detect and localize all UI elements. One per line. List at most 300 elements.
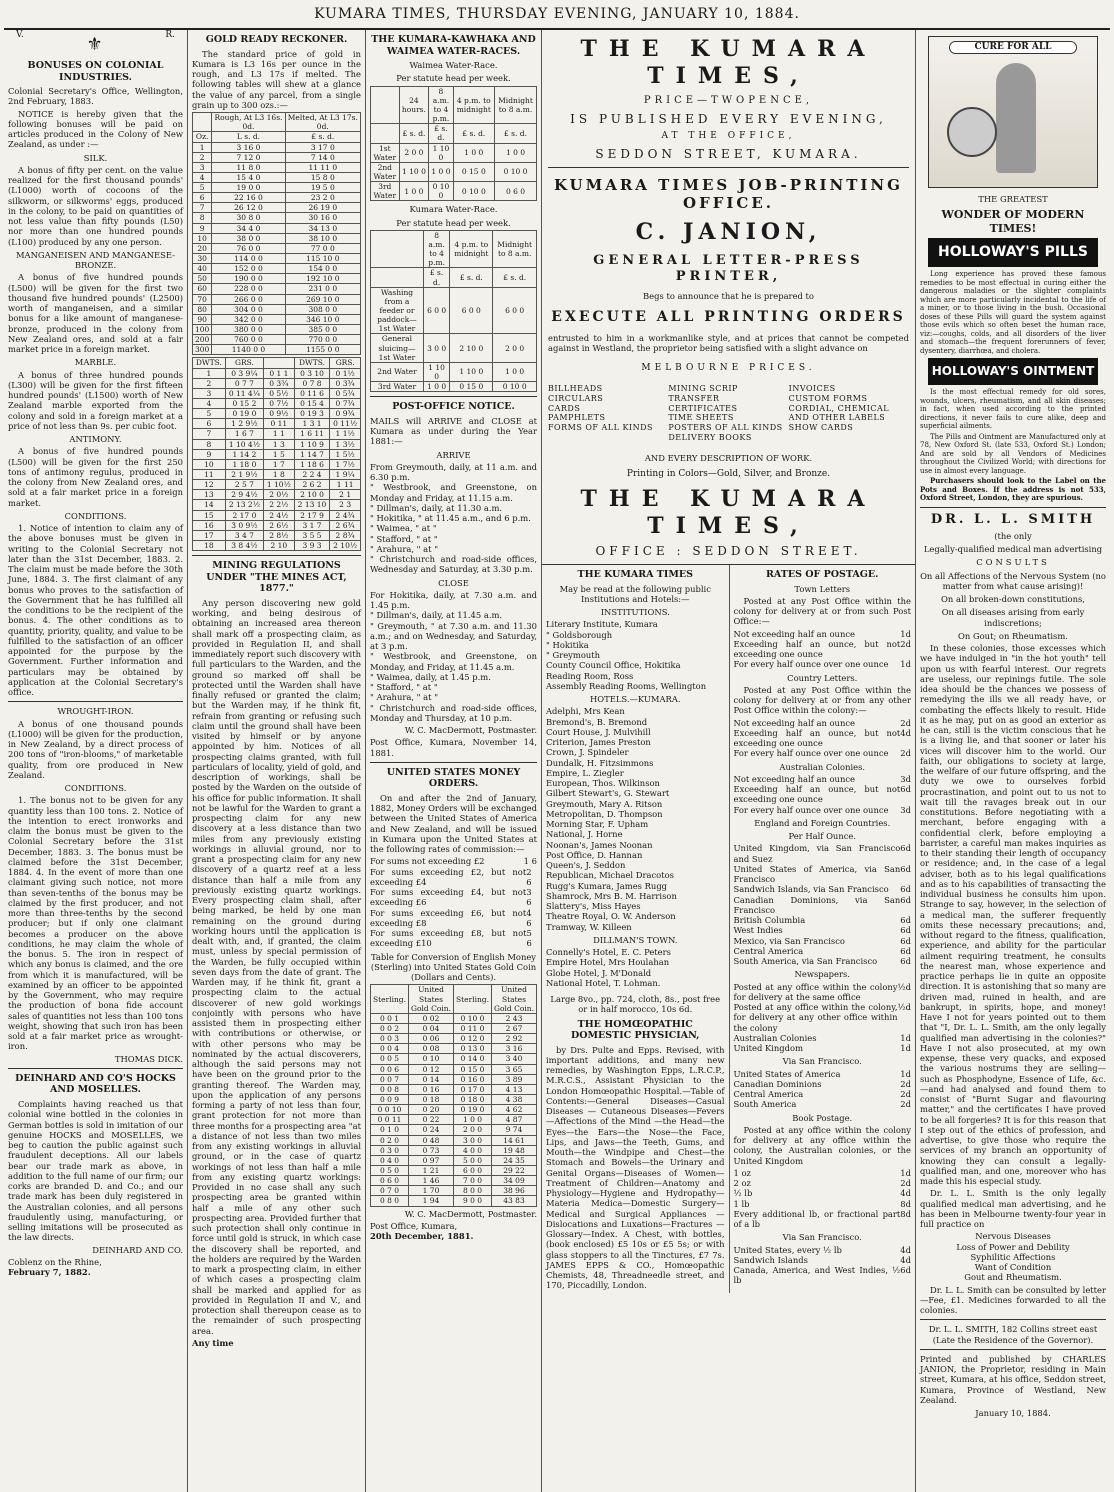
- table-cell: 192 10 0: [285, 274, 360, 284]
- divider: [8, 701, 183, 702]
- list-item: " Hokitika, " at 11.45 a.m., and 6 p.m.: [370, 513, 531, 524]
- table-cell: 14 61: [492, 1135, 537, 1145]
- table-cell: 1155 0 0: [285, 345, 360, 355]
- table-cell: 2 4¾: [330, 510, 361, 520]
- office-line: OFFICE : SEDDON STREET.: [595, 544, 862, 559]
- smith-address: Dr. L. L. SMITH, 182 Collins street east (Late the Residence of the Governor).: [928, 1324, 1098, 1345]
- rate-row: [370, 867, 537, 888]
- lower-split: [542, 565, 915, 1293]
- rate-row: [734, 1079, 912, 1089]
- divider: [370, 762, 537, 763]
- times-read-title: THE KUMARA TIMES: [577, 569, 693, 580]
- postage-title: RATES OF POSTAGE.: [766, 569, 879, 580]
- consults-line: CONSULTS: [976, 557, 1050, 568]
- table-row: [193, 399, 361, 409]
- table-cell: 0 3 10: [294, 368, 330, 378]
- rate-row: [734, 659, 912, 669]
- times-title-2: THE KUMARA TIMES,: [580, 485, 877, 539]
- table-cell: 2: [193, 152, 212, 162]
- rate-row: [734, 1265, 912, 1286]
- homoeopathic-text: by Drs. Pulte and Epps. Revised, with important additions, and many new remedies, by Washington Epps, L.R.C.P., M.R.C.S., Assistant Physician to the London Homœopathic Hospital.—Table of Contents:—General Diseases—Casual Diseases — Cutaneous Diseases—Fevers—Affections of the Mind —the Head—the Eyes—the Ears—the Nose—the Face, Lips, and Jaws—the Teeth, Gums, and Mouth—the Windpipe and Chest—the Stomach and Bowels—the Urinary and Genital Organs—Diseases of Women—Treatment of Children—Anatomy and Physiology—Hygiene and Hydropathy—Materia Medica—Domestic Surgery—Medical and Surgical Appliances —Dislocations and Luxations—Fractures —Glossary—Index. A Chest, with bottles, (book enclosed) £5 10s or £5 5s; or with glass stoppers to all the Tinctures, £7 7s. JAMES EPPS & CO., Homœopathic Chemists, 48, Threadneedle street, and 170, Piccadilly, London.: [546, 1044, 725, 1291]
- list-item: Slattery's, Miss Hayes: [546, 901, 641, 912]
- table-cell: 1 6 11: [294, 429, 330, 439]
- table-row: [193, 223, 361, 233]
- gold-intro: The standard price of gold in Kumara is L3 16s per ounce in the rough, and L3 17s if melted. The following tables will shew at a glance the value of any parcel, from a single grain up to 300 ozs.:—: [192, 48, 361, 110]
- list-item: Post Office, D. Hannan: [546, 849, 643, 860]
- table-cell: 114 0 0: [212, 254, 285, 264]
- gout-line: On Gout; on Rheumatism.: [958, 630, 1068, 641]
- table-cell: 1 10 4½: [225, 439, 263, 449]
- table-cell: 16: [193, 520, 226, 530]
- rate-row: [734, 1255, 912, 1265]
- deinhard-heading: DEINHARD AND CO'S HOCKS AND MOSELLES.: [15, 1072, 176, 1096]
- rate-label: For sums exceeding £8, but not exceeding £10: [370, 928, 527, 949]
- table-cell: 1 3 1: [294, 419, 330, 429]
- table-cell: 0 18: [409, 1095, 454, 1105]
- table-cell: 9: [193, 449, 226, 459]
- table-cell: 1 10 0: [450, 362, 493, 381]
- table-row: [193, 409, 361, 419]
- ounces-table: [192, 112, 361, 355]
- table-cell: 0 5½: [264, 388, 295, 398]
- table-cell: 0 15 0: [450, 382, 493, 392]
- published-line: IS PUBLISHED EVERY EVENING,: [570, 111, 887, 126]
- table-cell: 1 0 0: [423, 382, 449, 392]
- table-cell: 346 10 0: [285, 314, 360, 324]
- list-item: MINING SCRIP: [668, 384, 738, 393]
- table-row: [193, 530, 361, 540]
- list-item: Literary Institute, Kumara: [546, 619, 658, 630]
- column-holloway-smith: [916, 30, 1110, 1492]
- deinhard-place: Coblenz on the Rhine,: [8, 1256, 102, 1267]
- silk-text: A bonus of fifty per cent. on the value realized for the first thousand pounds' (L1000) worth of cocoons of the silkworm, or silkworms' eggs, produced in the colony, to be paid on quantities of not less value than fifty pounds (L50) nor more than one hundred pounds (L100) produced by any one person.: [8, 164, 183, 247]
- table-cell: 4 13: [492, 1084, 537, 1094]
- table-cell: 3rd Water: [371, 382, 424, 392]
- table-row: [193, 193, 361, 203]
- table-row: [193, 304, 361, 314]
- rate-row: [734, 639, 912, 660]
- table-cell: 0 0 6: [371, 1064, 409, 1074]
- table-header-cell: 4 p.m. to midnight: [450, 230, 493, 268]
- table-row: [371, 143, 537, 162]
- rate-label: West Indies: [733, 925, 783, 936]
- melted-col: Melted, At L3 17s. 0d.: [285, 113, 360, 132]
- rate-row: [734, 843, 912, 864]
- list-item: Noonan's, James Noonan: [546, 839, 653, 850]
- table-cell: 385 0 0: [285, 325, 360, 335]
- conv-signature: W. C. MacDermott, Postmaster.: [404, 1208, 537, 1219]
- table-cell: 4 0 0: [454, 1145, 492, 1155]
- vsf2-heading: Via San Francisco.: [782, 1232, 862, 1243]
- table-cell: 0 08: [409, 1044, 454, 1054]
- table-cell: 7 12 0: [212, 152, 285, 162]
- rate-label: For every half ounce over one ounce: [733, 659, 889, 670]
- table-cell: 2 17 0: [225, 510, 263, 520]
- table-row: [193, 388, 361, 398]
- conditions-heading: CONDITIONS.: [64, 510, 127, 521]
- table-cell: 154 0 0: [285, 264, 360, 274]
- table-cell: 0 20: [409, 1105, 454, 1115]
- table-cell: 0 19 3: [294, 409, 330, 419]
- table-row: [193, 152, 361, 162]
- table-cell: 228 0 0: [212, 284, 285, 294]
- rate-label: Posted at any office within the colony for delivery at the same office: [733, 981, 898, 1002]
- street-line: SEDDON STREET, KUMARA.: [595, 147, 862, 162]
- book-rates: [734, 1168, 912, 1230]
- list-item: " Dillman's, daily, at 11.45 a.m.: [370, 610, 503, 621]
- table-cell: 0 11½: [330, 419, 361, 429]
- condition-item: Loss of Power and Debility: [956, 1241, 1070, 1252]
- smith-heading: DR. L. L. SMITH: [930, 511, 1096, 527]
- rate-value: 2d: [900, 638, 911, 649]
- table-cell: 0 0 9: [371, 1095, 409, 1105]
- table-cell: 11: [193, 470, 226, 480]
- table-cell: 0 06: [409, 1034, 454, 1044]
- table-cell: 43 83: [492, 1196, 537, 1206]
- rate-value: 2d: [900, 1099, 911, 1110]
- table-cell: 1 9¼: [330, 470, 361, 480]
- masthead: KUMARA TIMES, THURSDAY EVENING, JANUARY 10, 1884.: [4, 4, 1110, 30]
- mining-text: Any person discovering new gold working, and being desirous of obtaining an increased area thereon shall mark off a prospecting claim, as provided in Regulation II, and shall immediately report such discovery with full particulars to the Warden, and the ground so marked off shall be protected until the Warden shall have finally refused or granted the claim; but the Warden may, if he think fit, refrain from granting or refusing such claim until the ground shall have been visited by himself or by anyone appointed by him. Notices of all prospecting claims granted, with full particulars of locality, yield of gold, and description of workings, shall be posted by the Warden on the outside of his office for public information. It shall not be lawful for the Warden to grant a prospecting claim for any new discovery at a less distance than two miles from any previously existing workings in alluvial ground, nor to grant a prospecting claim for any new discovery of a quartz reef at a less distance than half a mile from any previously existing quartz workings. Every prospecting claim shall, after being marked, be held by one man remaining on the ground during working hours until the application is dealt with, and, if granted, the claim must, unless by special permission of the Warden, be fully occupied within seven days from the date of grant. The Warden may, if he think fit, grant a prospecting claim to the actual discoverer of new gold workings conjointly with persons who have assisted them in prospecting either with contributions or otherwise, or with other persons who may be nominated by the actual discoverers, although the said persons may not have been on the ground prior to the granting thereof. The Warden may, upon the application of any persons forming a party of not less than four, grant protection for not more than three months for a prospecting area "at a distance of not less than two miles from any existing workings in alluvial ground, or in the case of quartz workings of not less than half a mile from any existing quartz workings: Provided in no case shall any such prospecting area be granted within half a mile of any other such prospecting area. Provided further that such protection shall only continue in force until gold is struck, in which case the discovery shall be reported, and the holders are required by the Warden to mark a prospecting claim, in either of which cases a prospecting claim shall be marked and applied for as provided in Regulation II and V., and protection shall thereupon cease as to the remainder of such prospecting area.: [192, 597, 361, 1336]
- table-cell: 0 9¾: [330, 409, 361, 419]
- table-cell: 8: [193, 439, 226, 449]
- table-row: [193, 142, 361, 152]
- deinhard-signature: DEINHARD AND CO.: [92, 1244, 183, 1255]
- table-cell: 0 10 0: [493, 382, 537, 392]
- table-cell: 17: [193, 530, 226, 540]
- table-cell: 0 4 0: [371, 1155, 409, 1165]
- rate-label: United States of America: [733, 1068, 841, 1079]
- table-cell: 0 5¾: [330, 388, 361, 398]
- money-text: On and after the 2nd of January, 1882, Money Orders will be exchanged between the United States of America and New Zealand, and will be issued in Kumara upon the United States at the following rates of commission:—: [370, 792, 537, 855]
- table-row: [371, 1074, 537, 1084]
- table-cell: 2 9 4½: [225, 490, 263, 500]
- table-cell: 12: [193, 480, 226, 490]
- table-cell: 5: [193, 183, 212, 193]
- table-row: [371, 1186, 537, 1196]
- rate-row: [734, 936, 912, 946]
- table-cell: 4 62: [492, 1105, 537, 1115]
- column-gold-reckoner: [188, 30, 366, 1492]
- table-cell: 0 3¾: [330, 378, 361, 388]
- table-cell: 2 0 0: [454, 1125, 492, 1135]
- smith-legally: Dr. L. L. Smith is the only legally qualified medical man advertising, and he has been in Melbourne twenty-four year in full practice on: [920, 1188, 1106, 1230]
- rate-label: Canada, America, and West Indies, ½ lb: [733, 1265, 901, 1286]
- table-row: [371, 1044, 537, 1054]
- table-row: [371, 382, 537, 392]
- rate-value: 6d: [900, 843, 911, 854]
- table-header-cell: £ s. d.: [429, 124, 453, 143]
- institutions-heading: INSTITUTIONS.: [600, 607, 670, 618]
- rate-label: 1 lb: [733, 1198, 750, 1209]
- table-cell: 0 3¾: [264, 378, 295, 388]
- rate-value: ½d: [897, 981, 911, 992]
- eng-sub: Per Half Ounce.: [788, 831, 857, 842]
- table-cell: 115 10 0: [285, 254, 360, 264]
- table-cell: 1 7½: [330, 459, 361, 469]
- table-cell: 20: [193, 243, 212, 253]
- greatest-line: THE GREATEST: [978, 194, 1048, 204]
- rate-value: 6d: [900, 894, 911, 905]
- list-item: TRANSFER CERTIFICATES: [668, 393, 738, 413]
- rate-row: [734, 774, 912, 784]
- table-cell: 6 0 0: [423, 287, 449, 334]
- rate-value: 6d: [900, 956, 911, 967]
- list-item: " Greymouth: [546, 650, 601, 661]
- rate-value: 8d: [900, 1198, 911, 1209]
- table-cell: 1 0 0: [454, 1115, 492, 1125]
- list-item: CUSTOM FORMS: [788, 393, 868, 403]
- rate-row: [370, 928, 537, 949]
- table-cell: 6 0 0: [450, 287, 493, 334]
- at-office-line: AT THE OFFICE,: [661, 131, 796, 142]
- condition-item: Want of Condition: [974, 1262, 1052, 1273]
- rate-row: [734, 982, 912, 1003]
- table-cell: 6: [193, 419, 226, 429]
- table-row: [371, 1166, 537, 1176]
- table-cell: £ s. d.: [285, 132, 360, 142]
- table-cell: 300: [193, 345, 212, 355]
- table-cell: 0 1½: [330, 368, 361, 378]
- news-rates: [734, 982, 912, 1054]
- shield-icon: [947, 107, 997, 157]
- list-item: Connelly's Hotel, E. C. Peters: [546, 947, 671, 958]
- rate-row: [734, 1209, 912, 1230]
- table-row: [193, 264, 361, 274]
- table-cell: 1 0 0: [399, 182, 429, 201]
- manganese-heading: MANGANEISEN AND MANGANESE-BRONZE.: [15, 249, 175, 271]
- table-cell: 0 14: [409, 1074, 454, 1084]
- rate-label: Central America: [733, 1089, 804, 1100]
- list-item: Empire Hotel, Mrs Houlahan: [546, 957, 670, 968]
- table-cell: 0 0 2: [371, 1024, 409, 1034]
- table-header-cell: Sterling.: [454, 985, 492, 1013]
- rate-label: Australian Colonies: [733, 1032, 817, 1043]
- services-a: [548, 384, 668, 443]
- rate-row: [734, 1188, 912, 1198]
- table-cell: L s. d.: [212, 132, 285, 142]
- list-item: Metropolitan, D. Thompson: [546, 808, 663, 819]
- rate-value: 6d: [900, 915, 911, 926]
- rate-value: 4 6: [526, 907, 532, 928]
- table-cell: 10: [193, 233, 212, 243]
- table-cell: 2 43: [492, 1013, 537, 1023]
- table-cell: 266 0 0: [212, 294, 285, 304]
- list-item: Bremond's, B. Bremond: [546, 716, 648, 727]
- table-row: [193, 294, 361, 304]
- table-cell: 18: [193, 540, 226, 550]
- table-cell: 2 92: [492, 1034, 537, 1044]
- table-cell: 3 9 3: [294, 540, 330, 550]
- table-cell: 2 67: [492, 1024, 537, 1034]
- table-cell: 760 0 0: [212, 335, 285, 345]
- table-cell: 1 21: [409, 1166, 454, 1176]
- colors-line: Printing in Colors—Gold, Silver, and Bronze.: [626, 468, 831, 479]
- rate-label: Exceeding half an ounce, but not exceeding one ounce: [733, 638, 901, 660]
- table-row: [371, 1155, 537, 1165]
- table-row: [193, 335, 361, 345]
- table-cell: 3 1 7: [294, 520, 330, 530]
- silk-heading: SILK.: [83, 152, 108, 163]
- table-cell: 0 0 1: [371, 1013, 409, 1023]
- broken-line: On all broken-down constitutions,: [941, 594, 1085, 605]
- list-item: Queen's, J. Seddon: [546, 860, 626, 871]
- list-item: PAMPHLETS: [548, 413, 606, 423]
- table-row: [371, 287, 537, 334]
- table-cell: 1 18 6: [294, 459, 330, 469]
- rate-row: [734, 1069, 912, 1079]
- rate-value: ½d: [897, 1002, 911, 1013]
- table-cell: 0 73: [409, 1145, 454, 1155]
- table-cell: 34 4 0: [212, 223, 285, 233]
- rate-row: [734, 915, 912, 925]
- rate-value: 2 6: [526, 866, 532, 887]
- table-cell: 1 10 0: [429, 143, 453, 162]
- iron-text: A bonus of one thousand pounds (L1000) will be given for the production, in New Zealand, by a direct process of 200 tons of "iron-blooms," of marketable quality, from ore produced in New Zealand.: [8, 718, 183, 780]
- table-row: [193, 480, 361, 490]
- rate-value: 4d: [900, 1254, 911, 1265]
- rate-value: 4d: [900, 1188, 911, 1199]
- rate-label: United States, every ½ lb: [733, 1244, 842, 1255]
- table-header-cell: £ s. d.: [423, 268, 449, 287]
- table-row: [371, 1064, 537, 1074]
- table-cell: 5: [193, 409, 226, 419]
- times-advert: [542, 36, 915, 559]
- table-row: [193, 368, 361, 378]
- table-cell: 1 11: [330, 480, 361, 490]
- table-header-cell: 24 hours.: [399, 86, 429, 124]
- kumara-heading: Kumara Water-Race.: [409, 204, 498, 215]
- table-cell: 1 7: [264, 459, 295, 469]
- rate-label: United States of America, via San Francisco: [733, 863, 901, 885]
- list-item: Morning Star, F. Upham: [546, 819, 649, 830]
- rate-value: 6d: [900, 863, 911, 874]
- table-cell: 0 12: [409, 1064, 454, 1074]
- table-cell: 0 10: [409, 1054, 454, 1064]
- list-item: " Arahura, " at ": [370, 543, 439, 554]
- column-institutions: [542, 565, 730, 1293]
- rate-row: [734, 629, 912, 639]
- list-item: Assembly Reading Rooms, Wellington: [546, 680, 707, 691]
- table-cell: 6: [193, 193, 212, 203]
- table-cell: 22 16 0: [212, 193, 285, 203]
- rate-value: 3d: [900, 804, 911, 815]
- list-item: Theatre Royal, O. W. Anderson: [546, 911, 676, 922]
- table-cell: 0 12 0: [454, 1034, 492, 1044]
- table-row: [371, 1013, 537, 1023]
- rate-label: For every half ounce over one ounce: [733, 748, 889, 759]
- table-row: [193, 500, 361, 510]
- divider: [370, 396, 537, 397]
- purchasers-text: Purchasers should look to the Label on the Pots and Boxes. If the address is not 533, Oxford Street, London, they are spurious.: [920, 476, 1106, 503]
- table-row: [371, 1196, 537, 1206]
- rate-label: Sandwich Islands, via San Francisco: [733, 884, 889, 895]
- rate-label: For sums exceeding £2, but not exceeding £4: [370, 866, 527, 887]
- postmaster-signature: W. C. MacDermott, Postmaster.: [404, 725, 537, 736]
- table-cell: 2 10 0: [450, 334, 493, 362]
- rate-value: 2d: [900, 717, 911, 728]
- rate-value: 1 6: [523, 856, 537, 867]
- waimea-sub: Per statute head per week.: [396, 73, 511, 84]
- list-item: " Waimea, daily, at 1.45 p.m.: [370, 671, 491, 682]
- table-header-cell: Sterling.: [371, 985, 409, 1013]
- list-item: Dundalk, H. Fitzsimmons: [546, 757, 654, 768]
- list-item: " Christchurch and road-side offices, Wednesday and Saturday, at 3.30 p.m.: [370, 554, 537, 575]
- table-cell: Oz.: [193, 132, 212, 142]
- table-cell: 380 0 0: [212, 325, 285, 335]
- list-item: POSTERS OF ALL KINDS: [668, 423, 783, 432]
- town-intro: Posted at any Post Office within the colony for delivery at or from such Post Office:—: [733, 595, 911, 627]
- table-cell: 1 70: [409, 1186, 454, 1196]
- rate-label: For sums exceeding £6, but not exceeding £8: [370, 907, 527, 928]
- kumara-table: [370, 230, 537, 392]
- table-row: [371, 162, 537, 181]
- table-row: [193, 172, 361, 182]
- aus-heading: Australian Colonies.: [779, 761, 866, 772]
- table-cell: 7 14 0: [285, 152, 360, 162]
- table-cell: 24 35: [492, 1155, 537, 1165]
- rate-row: [734, 1043, 912, 1053]
- table-cell: 0 10 0: [429, 182, 453, 201]
- table-cell: 0 0 8: [371, 1084, 409, 1094]
- rate-label: South America: [733, 1099, 797, 1110]
- table-row: [193, 243, 361, 253]
- rate-label: United Kingdom: [733, 1043, 804, 1054]
- aus-rates: [734, 774, 912, 815]
- rate-row: [734, 956, 912, 966]
- table-row: [371, 362, 537, 381]
- rate-value: 1d: [900, 628, 911, 639]
- rate-label: Mexico, via San Francisco: [733, 935, 845, 946]
- rate-value: 2d: [900, 1078, 911, 1089]
- table-header-cell: United States Gold Coin.: [492, 985, 537, 1013]
- table-cell: 80: [193, 304, 212, 314]
- arrive-list: [370, 462, 537, 575]
- table-header-cell: £ s. d.: [450, 268, 493, 287]
- table-cell: 2 0½: [264, 490, 295, 500]
- table-header-cell: 8 a.m. to 4 p.m.: [429, 86, 453, 124]
- rate-value: 2d: [900, 748, 911, 759]
- table-cell: 0 15 0: [453, 162, 494, 181]
- table-cell: 1 5½: [330, 449, 361, 459]
- table-row: [371, 1125, 537, 1135]
- list-item: National Hotel, T. Lohman.: [546, 977, 661, 988]
- institutions-list: [546, 619, 725, 691]
- table-row: [193, 345, 361, 355]
- smith-consult: Dr. L. L. Smith can be consulted by letter—Fee, £1. Medicines forwarded to all the colonies.: [920, 1284, 1106, 1316]
- table-header-cell: [371, 124, 400, 143]
- table-cell: 15 8 0: [285, 172, 360, 182]
- table-cell: 2 2½: [264, 500, 295, 510]
- rate-value: 6d: [900, 925, 911, 936]
- manganese-text: A bonus of five hundred pounds (L500) will be given for the first two thousand five hundred pounds' (L2500) worth of manganeisen, and a similar bonus for a like amount of manganese-bronze, produced in the colony from New Zealand ores, and sold at a fair market price in a foreign market.: [8, 272, 183, 355]
- rate-value: 4d: [900, 1244, 911, 1255]
- mining-heading: MINING REGULATIONS UNDER "THE MINES ACT, 1877.": [206, 560, 347, 595]
- table-cell: 34 13 0: [285, 223, 360, 233]
- table-row: [371, 1054, 537, 1064]
- iron-heading: WROUGHT-IRON.: [57, 706, 134, 717]
- conversion-heading: Table for Conversion of English Money (Sterling) into United States Gold Coin (Dollars and Cents).: [370, 951, 537, 983]
- begs-line: Begs to announce that he is prepared to: [643, 291, 814, 302]
- table-cell: 0 0 10: [371, 1105, 409, 1115]
- rate-label: British Columbia: [733, 915, 806, 926]
- table-cell: 38 96: [492, 1186, 537, 1196]
- rate-label: United Kingdom, via San Francisco and Suez: [733, 843, 901, 864]
- crest-v: V.: [16, 30, 24, 40]
- rate-row: [370, 887, 537, 908]
- rate-value: 5 6: [526, 928, 532, 949]
- list-item: CIRCULARS: [548, 393, 604, 403]
